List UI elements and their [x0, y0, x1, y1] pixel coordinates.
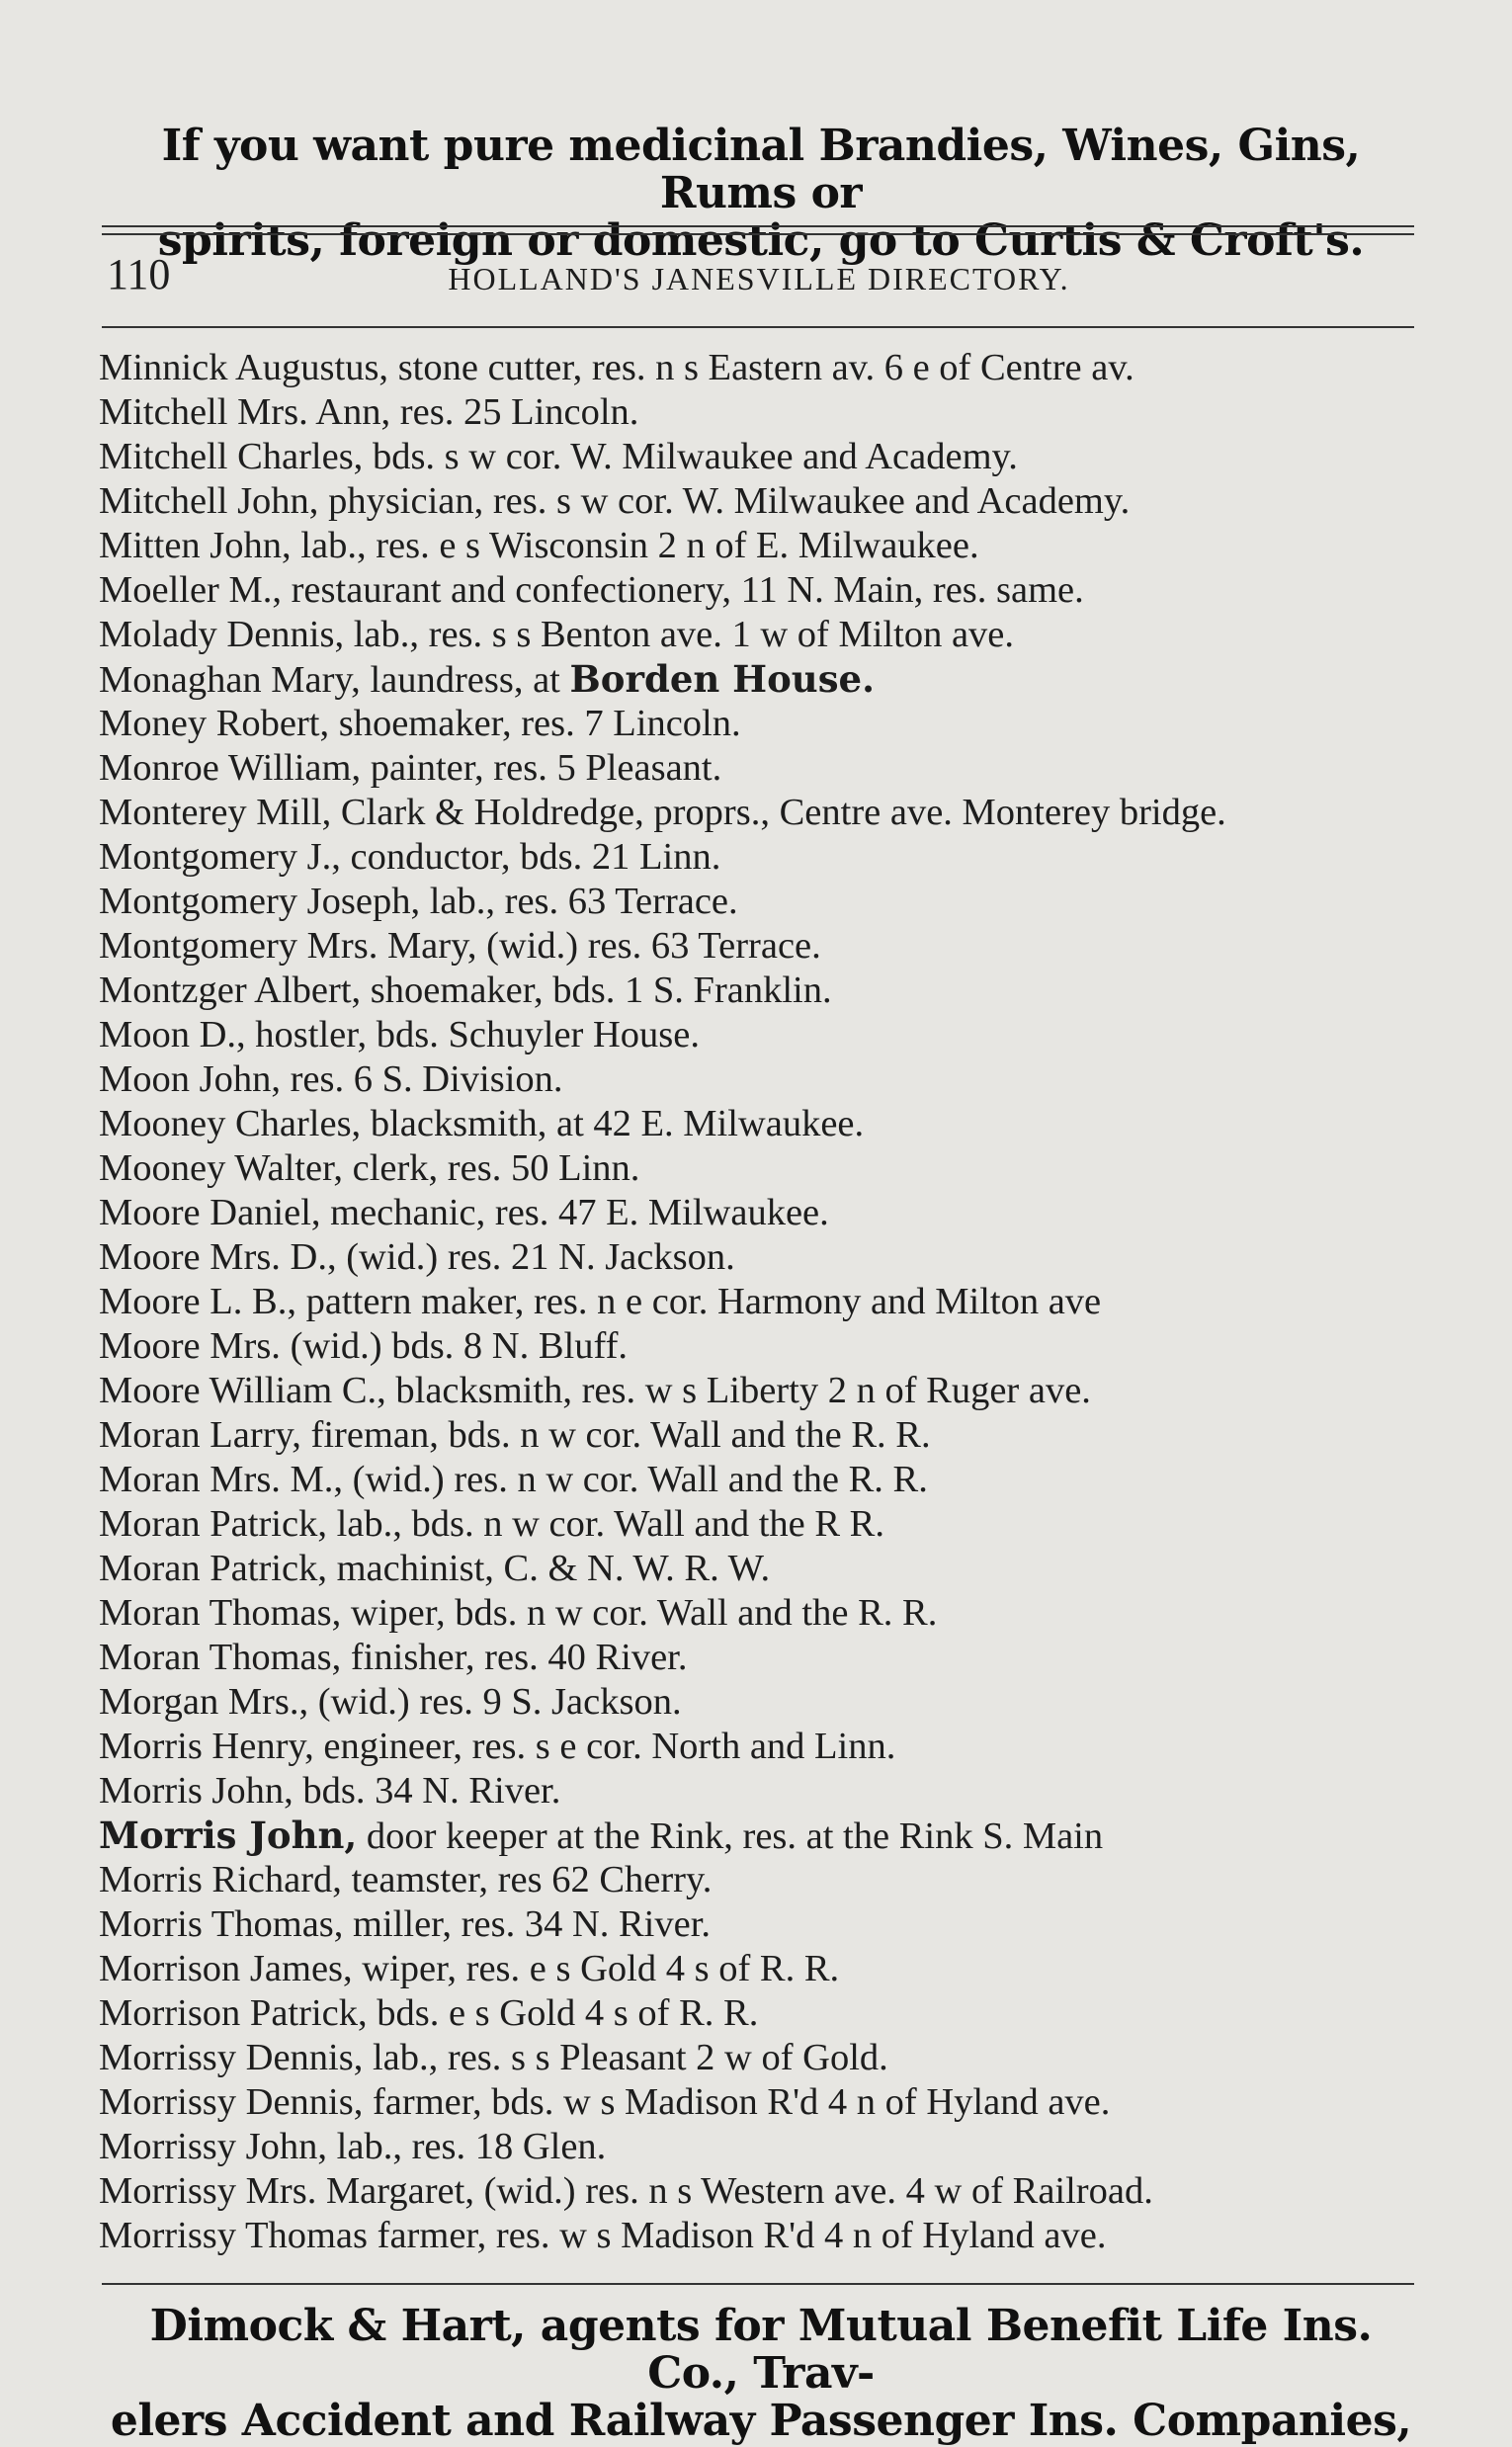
directory-entry	[99, 2125, 1423, 2169]
entry-details: (wid.) res. n s Western ave. 4 w of Railroad.	[473, 2170, 1153, 2212]
entry-details: res. 6 S. Division.	[280, 1058, 563, 1100]
entry-name: Morrissy John,	[99, 2126, 328, 2167]
entry-details: bds. 34 N. River.	[293, 1770, 561, 1812]
entry-details: engineer, res. s e cor. North and Linn.	[313, 1726, 896, 1767]
directory-entry	[99, 479, 1423, 524]
bottom-ad-line-1: Dimock & Hart, agents for Mutual Benefit Life Ins. Co., Trav-	[149, 2301, 1373, 2399]
entry-name: Money Robert,	[99, 703, 330, 744]
directory-entry	[99, 1102, 1423, 1146]
entry-details: stone cutter, res. n s Eastern av. 6 e of Centre av.	[388, 347, 1134, 388]
directory-entry	[99, 2080, 1423, 2125]
entry-name: Morris Richard,	[99, 1859, 342, 1900]
directory-entry	[99, 1369, 1423, 1413]
entry-details: farmer, bds. w s Madison R'd 4 n of Hyland ave.	[363, 2081, 1111, 2123]
bottom-advertisement	[99, 2303, 1423, 2445]
entry-details: clerk, res. 50 Linn.	[342, 1147, 640, 1189]
entry-details: lab., res. e s Wisconsin 2 n of E. Milwaukee.	[291, 525, 979, 566]
entry-name: Minnick Augustus,	[99, 347, 389, 388]
entry-details: finisher, res. 40 River.	[341, 1637, 688, 1678]
entry-details: (wid.) res. 63 Terrace.	[476, 925, 821, 967]
directory-entry	[99, 746, 1423, 791]
entry-details: res. 25 Lincoln.	[390, 391, 639, 433]
entry-name: Mitchell John,	[99, 480, 319, 522]
entry-name: Moran Thomas,	[99, 1592, 342, 1634]
directory-entry	[99, 1769, 1423, 1814]
entry-name: Moeller M.,	[99, 569, 282, 611]
entry-name: Morrissy Mrs. Margaret,	[99, 2170, 474, 2212]
header-rule	[102, 326, 1414, 328]
entry-name: Morris Thomas,	[99, 1903, 344, 1945]
entry-name: Moran Patrick,	[99, 1503, 327, 1545]
top-double-rule-lower	[102, 233, 1414, 235]
top-double-rule-upper	[102, 225, 1414, 227]
directory-entry	[99, 1146, 1423, 1191]
entry-details: bds. e s Gold 4 s of R. R.	[367, 1992, 759, 2034]
directory-entry	[99, 657, 1423, 702]
bottom-ad-line-2: elers Accident and Railway Passenger Ins. Companies,	[110, 2396, 1412, 2446]
entry-details: wiper, bds. n w cor. Wall and the R. R.	[341, 1592, 938, 1634]
top-ad-line-2: spirits, foreign or domestic, go to Curtis & Croft's.	[157, 215, 1365, 266]
directory-entry	[99, 880, 1423, 924]
entry-details: blacksmith, res. w s Liberty 2 n of Ruger ave.	[385, 1370, 1091, 1411]
entry-details: (wid.) res. 21 N. Jackson.	[336, 1236, 735, 1278]
entry-details: blacksmith, at 42 E. Milwaukee.	[361, 1103, 865, 1144]
entry-name: Montgomery Mrs. Mary,	[99, 925, 477, 967]
entry-name: Morgan Mrs.,	[99, 1681, 309, 1723]
running-title: HOLLAND'S JANESVILLE DIRECTORY.	[448, 261, 1070, 296]
entry-details: lab., res. 63 Terrace.	[420, 881, 738, 922]
entry-name: Moore William C.,	[99, 1370, 386, 1411]
entry-details: physician, res. s w cor. W. Milwaukee and Academy.	[318, 480, 1131, 522]
entry-details: mechanic, res. 47 E. Milwaukee.	[320, 1192, 829, 1233]
entry-details: lab., res. s s Pleasant 2 w of Gold.	[363, 2037, 888, 2078]
entry-details: conductor, bds. 21 Linn.	[340, 836, 721, 878]
page-number: 110	[107, 250, 171, 298]
directory-entry	[99, 1413, 1423, 1458]
directory-entry	[99, 1680, 1423, 1725]
directory-entry	[99, 835, 1423, 880]
entry-name: Morrison Patrick,	[99, 1992, 368, 2034]
entry-name: Moore Mrs.	[99, 1325, 281, 1367]
directory-entry	[99, 2036, 1423, 2080]
directory-entry	[99, 1235, 1423, 1280]
entry-bold-business: Borden House.	[569, 657, 875, 701]
entry-name: Monaghan Mary,	[99, 659, 361, 701]
entry-name: Molady Dennis,	[99, 614, 345, 655]
entry-name: Moran Larry,	[99, 1414, 301, 1456]
directory-entry	[99, 1902, 1423, 1947]
entry-details: teamster, res 62 Cherry.	[341, 1859, 713, 1900]
directory-entry	[99, 1502, 1423, 1547]
entry-name: Moran Mrs. M.,	[99, 1459, 344, 1500]
entry-details: machinist, C. & N. W. R. W.	[326, 1548, 771, 1589]
entry-details: (wid.) bds. 8 N. Bluff.	[280, 1325, 629, 1367]
directory-entry	[99, 1191, 1423, 1235]
directory-entry	[99, 524, 1423, 568]
entry-details: restaurant and confectionery, 11 N. Main, res. same.	[281, 569, 1084, 611]
directory-entries	[99, 346, 1423, 2258]
entry-name: Mitchell Mrs. Ann,	[99, 391, 391, 433]
entry-details: shoemaker, bds. 1 S. Franklin.	[361, 970, 832, 1011]
directory-entry	[99, 1858, 1423, 1902]
directory-entry	[99, 346, 1423, 390]
entry-name: Monroe William,	[99, 747, 362, 789]
entry-details: shoemaker, res. 7 Lincoln.	[329, 703, 741, 744]
directory-entry	[99, 1725, 1423, 1769]
directory-entry	[99, 1280, 1423, 1324]
directory-entry	[99, 969, 1423, 1013]
directory-entry	[99, 2169, 1423, 2214]
entry-name: Morris John,	[99, 1814, 358, 1857]
entry-name: Mooney Charles,	[99, 1103, 362, 1144]
directory-entry	[99, 791, 1423, 835]
entry-name: Moon D.,	[99, 1014, 246, 1055]
directory-entry	[99, 1991, 1423, 2036]
entry-name: Mitchell Charles,	[99, 436, 364, 477]
entry-name: Morris John,	[99, 1770, 294, 1812]
entry-name: Mitten John,	[99, 525, 292, 566]
entry-details: lab., res. 18 Glen.	[327, 2126, 607, 2167]
directory-entry	[99, 1547, 1423, 1591]
entry-name: Moon John,	[99, 1058, 281, 1100]
directory-entry	[99, 1814, 1423, 1858]
entry-details: door keeper at the Rink, res. at the Rink S. Main	[357, 1815, 1104, 1857]
bottom-rule	[102, 2283, 1414, 2285]
directory-entry	[99, 568, 1423, 613]
top-ad-line-1: If you want pure medicinal Brandies, Wines, Gins, Rums or	[161, 121, 1361, 218]
directory-entry	[99, 613, 1423, 657]
entry-details: miller, res. 34 N. River.	[343, 1903, 712, 1945]
entry-name: Morrissy Thomas	[99, 2215, 369, 2256]
running-header	[107, 247, 1411, 306]
entry-details: farmer, res. w s Madison R'd 4 n of Hyland ave.	[368, 2215, 1107, 2256]
entry-details: hostler, bds. Schuyler House.	[245, 1014, 701, 1055]
entry-details: fireman, bds. n w cor. Wall and the R. R.	[300, 1414, 931, 1456]
entry-details: bds. s w cor. W. Milwaukee and Academy.	[363, 436, 1018, 477]
entry-name: Moran Patrick,	[99, 1548, 327, 1589]
directory-entry	[99, 1057, 1423, 1102]
entry-name: Moore Mrs. D.,	[99, 1236, 337, 1278]
entry-name: Moore Daniel,	[99, 1192, 321, 1233]
entry-details: laundress, at	[360, 659, 570, 701]
entry-name: Morris Henry,	[99, 1726, 314, 1767]
directory-entry	[99, 1458, 1423, 1502]
entry-name: Montgomery J.,	[99, 836, 341, 878]
top-advertisement	[99, 123, 1423, 265]
entry-name: Montgomery Joseph,	[99, 881, 421, 922]
directory-entry	[99, 435, 1423, 479]
entry-name: Morrison James,	[99, 1948, 353, 1989]
entry-name: Morrissy Dennis,	[99, 2037, 364, 2078]
directory-entry	[99, 1947, 1423, 1991]
entry-details: Clark & Holdredge, proprs., Centre ave. Monterey bridge.	[331, 792, 1226, 833]
entry-details: pattern maker, res. n e cor. Harmony and Milton ave	[295, 1281, 1102, 1322]
entry-name: Morrissy Dennis,	[99, 2081, 364, 2123]
entry-name: Montzger Albert,	[99, 970, 362, 1011]
entry-details: lab., res. s s Benton ave. 1 w of Milton ave.	[344, 614, 1014, 655]
entry-name: Monterey Mill,	[99, 792, 332, 833]
entry-name: Mooney Walter,	[99, 1147, 343, 1189]
entry-details: (wid.) res. n w cor. Wall and the R. R.	[343, 1459, 928, 1500]
directory-entry	[99, 390, 1423, 435]
directory-entry	[99, 1591, 1423, 1636]
entry-name: Moran Thomas,	[99, 1637, 342, 1678]
entry-details: wiper, res. e s Gold 4 s of R. R.	[352, 1948, 840, 1989]
directory-entry	[99, 1636, 1423, 1680]
entry-details: lab., bds. n w cor. Wall and the R R.	[326, 1503, 884, 1545]
directory-entry	[99, 924, 1423, 969]
entry-name: Moore L. B.,	[99, 1281, 296, 1322]
directory-entry	[99, 2214, 1423, 2258]
directory-entry	[99, 1324, 1423, 1369]
entry-details: painter, res. 5 Pleasant.	[361, 747, 722, 789]
entry-details: (wid.) res. 9 S. Jackson.	[308, 1681, 682, 1723]
directory-entry	[99, 1013, 1423, 1057]
directory-entry	[99, 702, 1423, 746]
